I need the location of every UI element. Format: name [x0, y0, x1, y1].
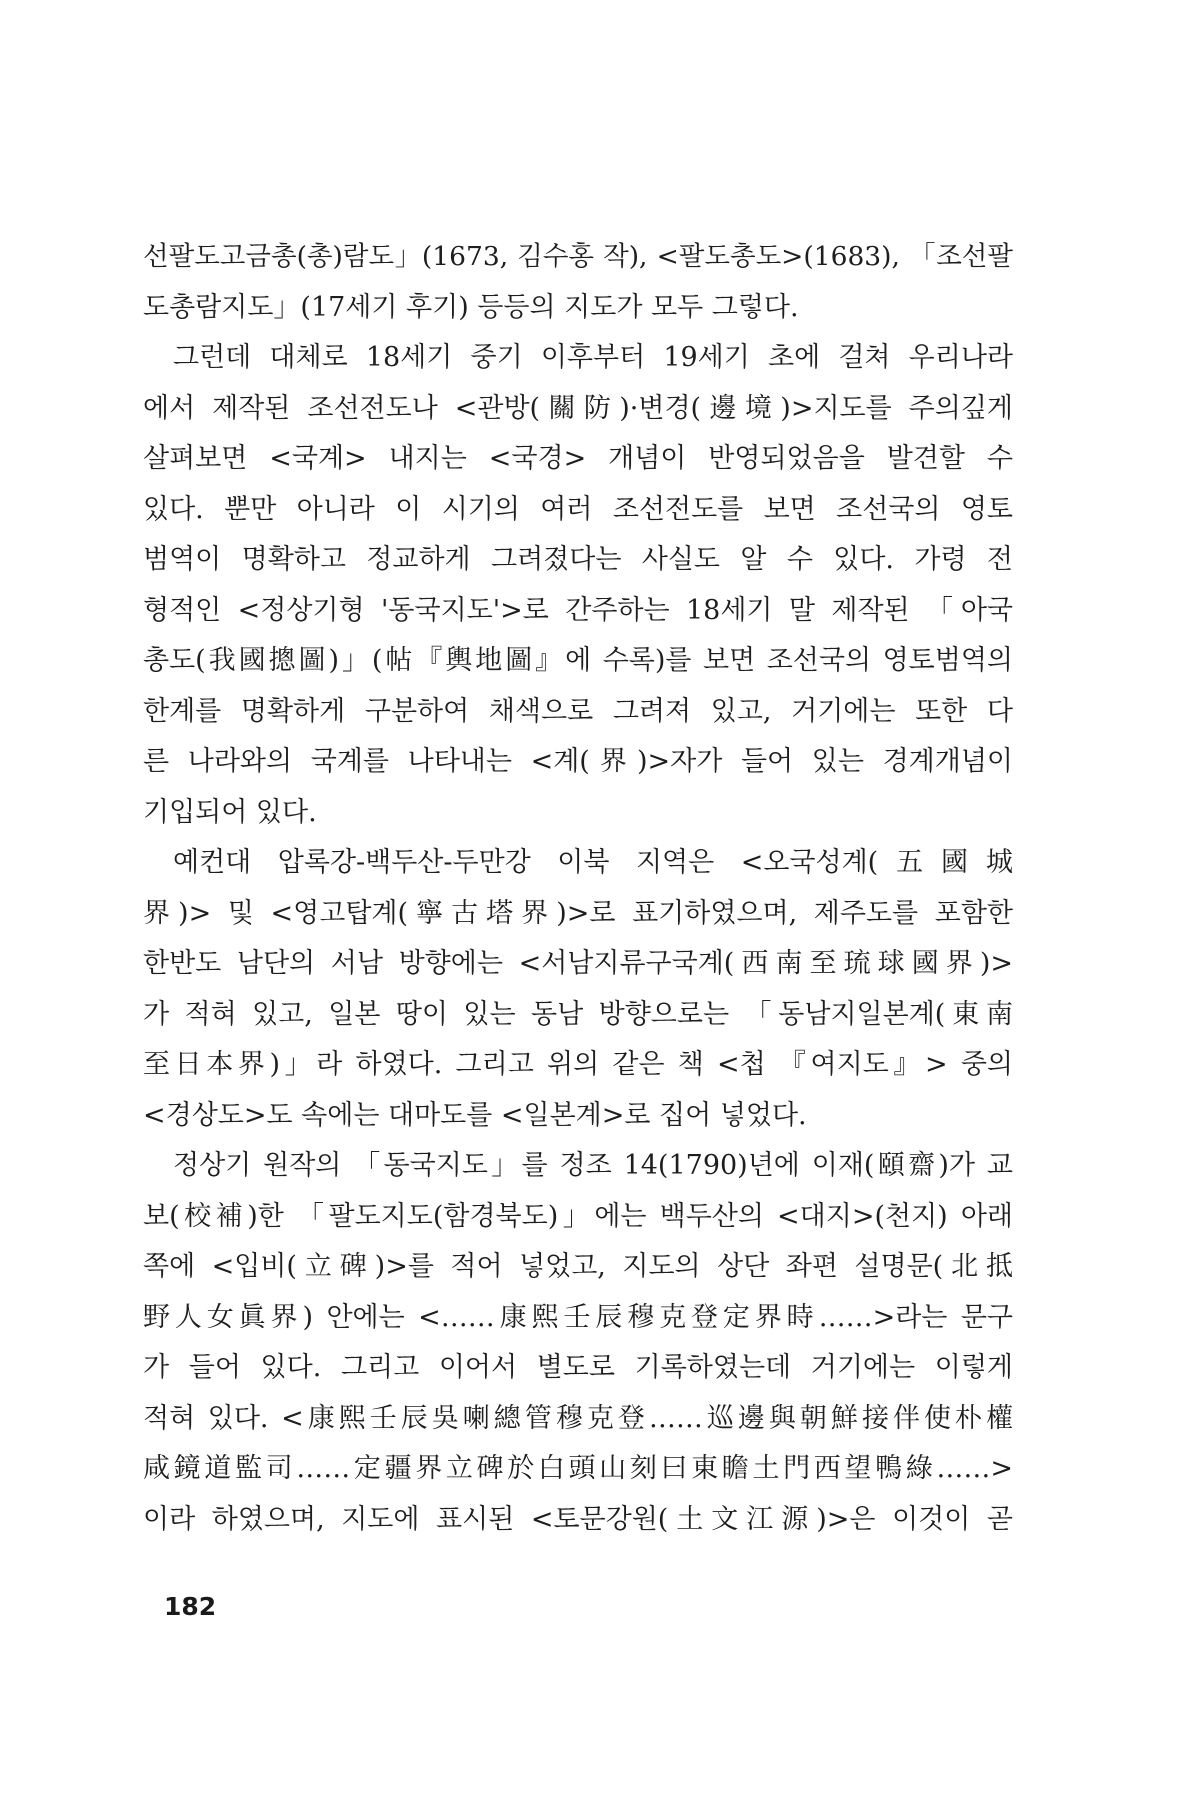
text-line: 총도(我國摠圖)」(帖『輿地圖』에 수록)를 보면 조선국의 영토범역의 [143, 645, 1013, 676]
text-line: 있다. 뿐만 아니라 이 시기의 여러 조선전도를 보면 조선국의 영토 [143, 493, 1013, 525]
text-line: 이라 하였으며, 지도에 표시된 <토문강원(土文江源)>은 이것이 곧 [143, 1503, 1013, 1535]
text-line: 른 나라와의 국계를 나타내는 <계(界)>자가 들어 있는 경계개념이 [143, 746, 1013, 777]
text-line: 보(校補)한 「팔도지도(함경북도)」에는 백두산의 <대지>(천지) 아래 [143, 1200, 1013, 1232]
text-line: 한계를 명확하게 구분하여 채색으로 그려져 있고, 거기에는 또한 다 [143, 695, 1013, 727]
text-line: 野人女眞界) 안에는 <……康熙壬辰穆克登定界時……>라는 문구 [143, 1301, 1013, 1333]
page-number: 182 [164, 1592, 217, 1621]
text-line: 형적인 <정상기형 '동국지도'>로 간주하는 18세기 말 제작된 「아국 [143, 594, 1013, 626]
text-line: 도총람지도」(17세기 후기) 등등의 지도가 모두 그렇다. [143, 291, 799, 323]
text-line: <경상도>도 속에는 대마도를 <일본계>로 집어 넣었다. [143, 1099, 807, 1131]
text-line: 그런데 대체로 18세기 중기 이후부터 19세기 초에 걸쳐 우리나라 [173, 342, 1013, 373]
text-line: 가 적혀 있고, 일본 땅이 있는 동남 방향으로는 「동남지일본계(東南 [143, 998, 1013, 1030]
text-line: 예컨대 압록강-백두산-두만강 이북 지역은 <오국성계(五國城 [173, 847, 1013, 878]
text-line: 살펴보면 <국계> 내지는 <국경> 개념이 반영되었음을 발견할 수 [143, 443, 1013, 474]
text-line: 정상기 원작의 「동국지도」를 정조 14(1790)년에 이재(頤齋)가 교 [173, 1150, 1013, 1181]
text-line: 界)> 및 <영고탑계(寧古塔界)>로 표기하였으며, 제주도를 포함한 [143, 897, 1013, 929]
text-line: 에서 제작된 조선전도나 <관방(關防)·변경(邊境)>지도를 주의깊게 [143, 392, 1013, 424]
text-line: 쪽에 <입비(立碑)>를 적어 넣었고, 지도의 상단 좌편 설명문(北抵 [143, 1251, 1013, 1282]
body-text [143, 232, 1013, 1545]
text-line: 선팔도고금총(총)람도」(1673, 김수홍 작), <팔도총도>(1683), 「조선팔 [143, 241, 1013, 272]
text-line: 기입되어 있다. [143, 796, 317, 828]
text-line: 범역이 명확하고 정교하게 그려졌다는 사실도 알 수 있다. 가령 전 [143, 544, 1013, 575]
text-line: 가 들어 있다. 그리고 이어서 별도로 기록하였는데 거기에는 이렇게 [143, 1352, 1013, 1383]
text-line: 한반도 남단의 서남 방향에는 <서남지류구국계(西南至琉球國界)> [143, 948, 1013, 979]
text-line: 至日本界)」라 하였다. 그리고 위의 같은 책 <첩 『여지도』> 중의 [143, 1049, 1013, 1080]
text-line: 적혀 있다. <康熙壬辰吳喇總管穆克登……巡邊與朝鮮接伴使朴權 [143, 1402, 1013, 1434]
text-line: 咸鏡道監司……定疆界立碑於白頭山刻曰東瞻土門西望鴨綠……> [143, 1453, 1013, 1484]
